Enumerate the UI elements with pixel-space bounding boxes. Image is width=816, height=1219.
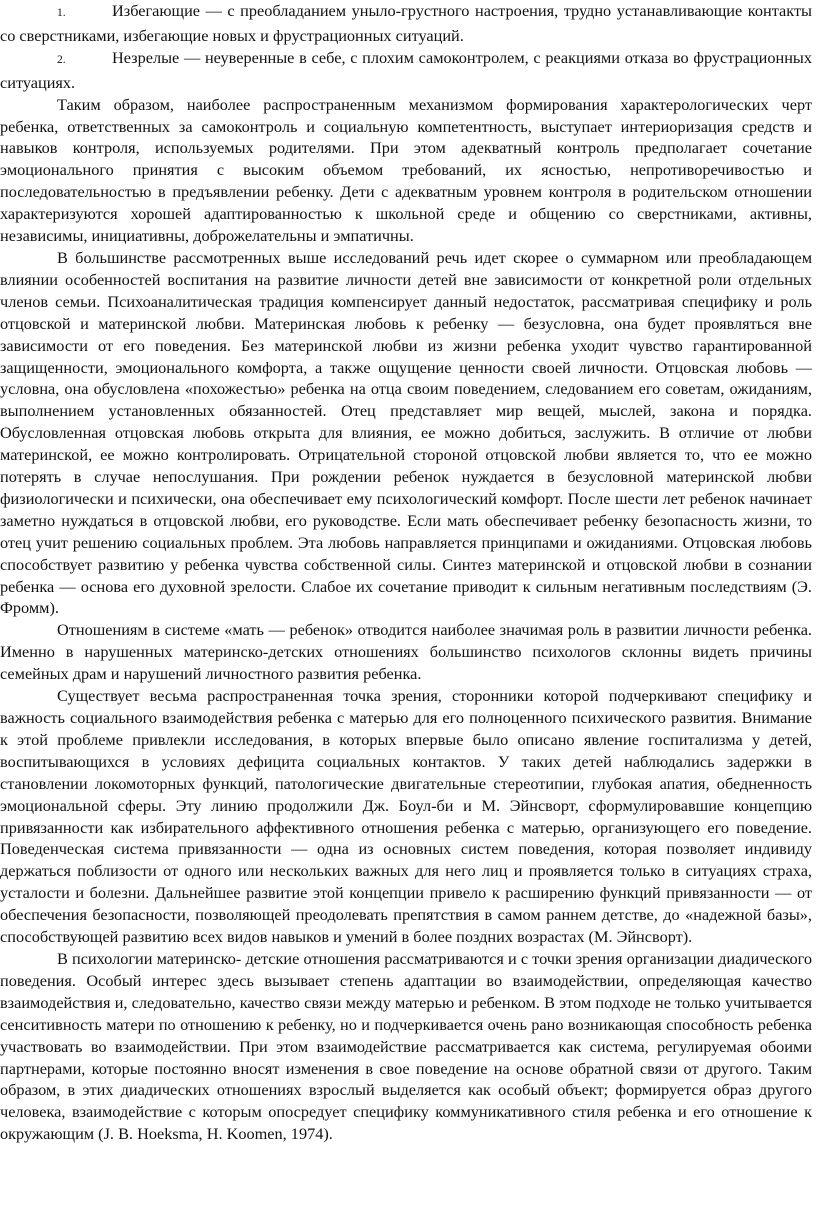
list-item-text: Избегающие — с преобладанием уныло-грустного настроения, трудно устанавливающие контакты со сверстниками, избегающие новых и фрустрационных ситуаций. [0,1,812,45]
list-item [0,47,812,94]
list-item-number: 1. [57,7,66,19]
paragraph-control-mechanism: Таким образом, наиболее распространенным механизмом формирования характерологических черт ребенка, ответственных за самоконтроль и социальную компетентность, выступает интериоризация средств и навыков контроля, используемых родителями. При этом адекватный контроль предполагает сочетание эмоционального принятия с высоким объемом требований, их ясностью, непротиворечивостью и последовательностью в предъявлении ребенку. Дети с адекватным уровнем контроля в родительском отношении характеризуются хорошей адаптированностью к школьной среде и общению со сверстниками, активны, независимы, инициативны, доброжелательны и эмпатичны. [0,94,812,246]
paragraph-attachment: Существует весьма распространенная точка зрения, сторонники которой подчеркивают специфику и важность социального взаимодействия ребенка с матерью для его полноценного психического развития. Внимание к этой проблеме привлекли исследования, в которых впервые было описано явление госпитализма у детей, воспитывающихся в условиях дефицита социальных контактов. У таких детей наблюдались задержки в становлении локомоторных функций, патологические двигательные стереотипии, глубокая апатия, обедненность эмоциональной сферы. Эту линию продолжили Дж. Боул-би и М. Эйнсворт, сформулировавшие концепцию привязанности как избирательного аффективного отношения ребенка с матерью, организующего его поведение. Поведенческая система привязанности — одна из основных систем поведения, которая позволяет индивиду держаться поблизости от одного или нескольких важных для него лиц и проявляется только в ситуациях страха, усталости и болезни. Дальнейшее развитие этой концепции привело к расширению функций привязанности — от обеспечения безопасности, позволяющей преодолевать препятствия в самом раннем детстве, до «надежной базы», способствующей развитию всех видов навыков и умений в более поздних возрастах (М. Эйнсворт). [0,686,812,947]
paragraph-dyadic-behavior: В психологии материнско- детские отношения рассматриваются и с точки зрения организации диадического поведения. Особый интерес здесь вызывает степень адаптации во взаимодействии, определяющая качество взаимодействия и, следовательно, качество связи между матерью и ребенком. В этом подходе не только учитывается сенситивность матери по отношению к ребенку, но и подчеркивается очень рано возникающая способность ребенка участвовать во взаимодействии. При этом взаимодействие рассматривается как система, регулируемая обоими партнерами, которые постоянно вносят изменения в свое поведение на основе обратной связи от другого. Таким образом, в этих диадических отношениях взрослый выделяется как особый объект; формируется образ другого человека, взаимодействие с которым опосредует специфику коммуникативного стиля ребенка и его отношение к окружающим (J. B. Hoeksma, H. Koomen, 1974). [0,948,812,1144]
paragraph-mother-child: Отношениям в системе «мать — ребенок» отводится наиболее значимая роль в развитии личности ребенка. Именно в нарушенных материнско-детских отношениях большинство психологов склонны видеть причины семейных драм и нарушений личностного развития ребенка. [0,620,812,684]
list-item-text: Незрелые — неуверенные в себе, с плохим самоконтролем, с реакциями отказа во фрустрационных ситуациях. [0,47,812,92]
paragraph-parental-love: В большинстве рассмотренных выше исследований речь идет скорее о суммарном или преобладающем влиянии особенностей воспитания на развитие личности детей вне зависимости от конкретной роли отдельных членов семьи. Психоаналитическая традиция компенсирует данный недостаток, рассматривая специфику и роль отцовской и материнской любви. Материнская любовь к ребенку — безусловна, она будет проявляться вне зависимости от его поведения. Без материнской любви из жизни ребенка уходит чувство гарантированной защищенности, эмоционального комфорта, а также ощущение ценности своей личности. Отцовская любовь — условна, она обусловлена «похожестью» ребенка на отца своим поведением, следованием его советам, ожиданиям, выполнением установленных обязанностей. Отец представляет мир вещей, мыслей, закона и порядка. Обусловленная отцовская любовь открыта для влияния, ее можно добиться, заслужить. В отличие от любви материнской, ее можно контролировать. Отрицательной стороной отцовской любви является то, что ее можно потерять в случае непослушания. При рождении ребенок нуждается в безусловной материнской любви физиологически и психически, она обеспечивает ему психологический комфорт. После шести лет ребенок начинает заметно нуждаться в отцовской любви, его руководстве. Если мать обеспечивает ребенку безопасность жизни, то отец учит решению социальных проблем. Эта любовь направляется принципами и ожиданиями. Отцовская любовь способствует развитию у ребенка чувства собственной силы. Синтез материнской и отцовской любви в сознании ребенка — основа его духовной зрелости. Слабое их сочетание приводит к сильным негативным последствиям (Э. Фромм). [0,247,812,618]
list-item [0,0,812,47]
list-item-number: 2. [57,53,66,66]
child-type-list [0,0,812,94]
